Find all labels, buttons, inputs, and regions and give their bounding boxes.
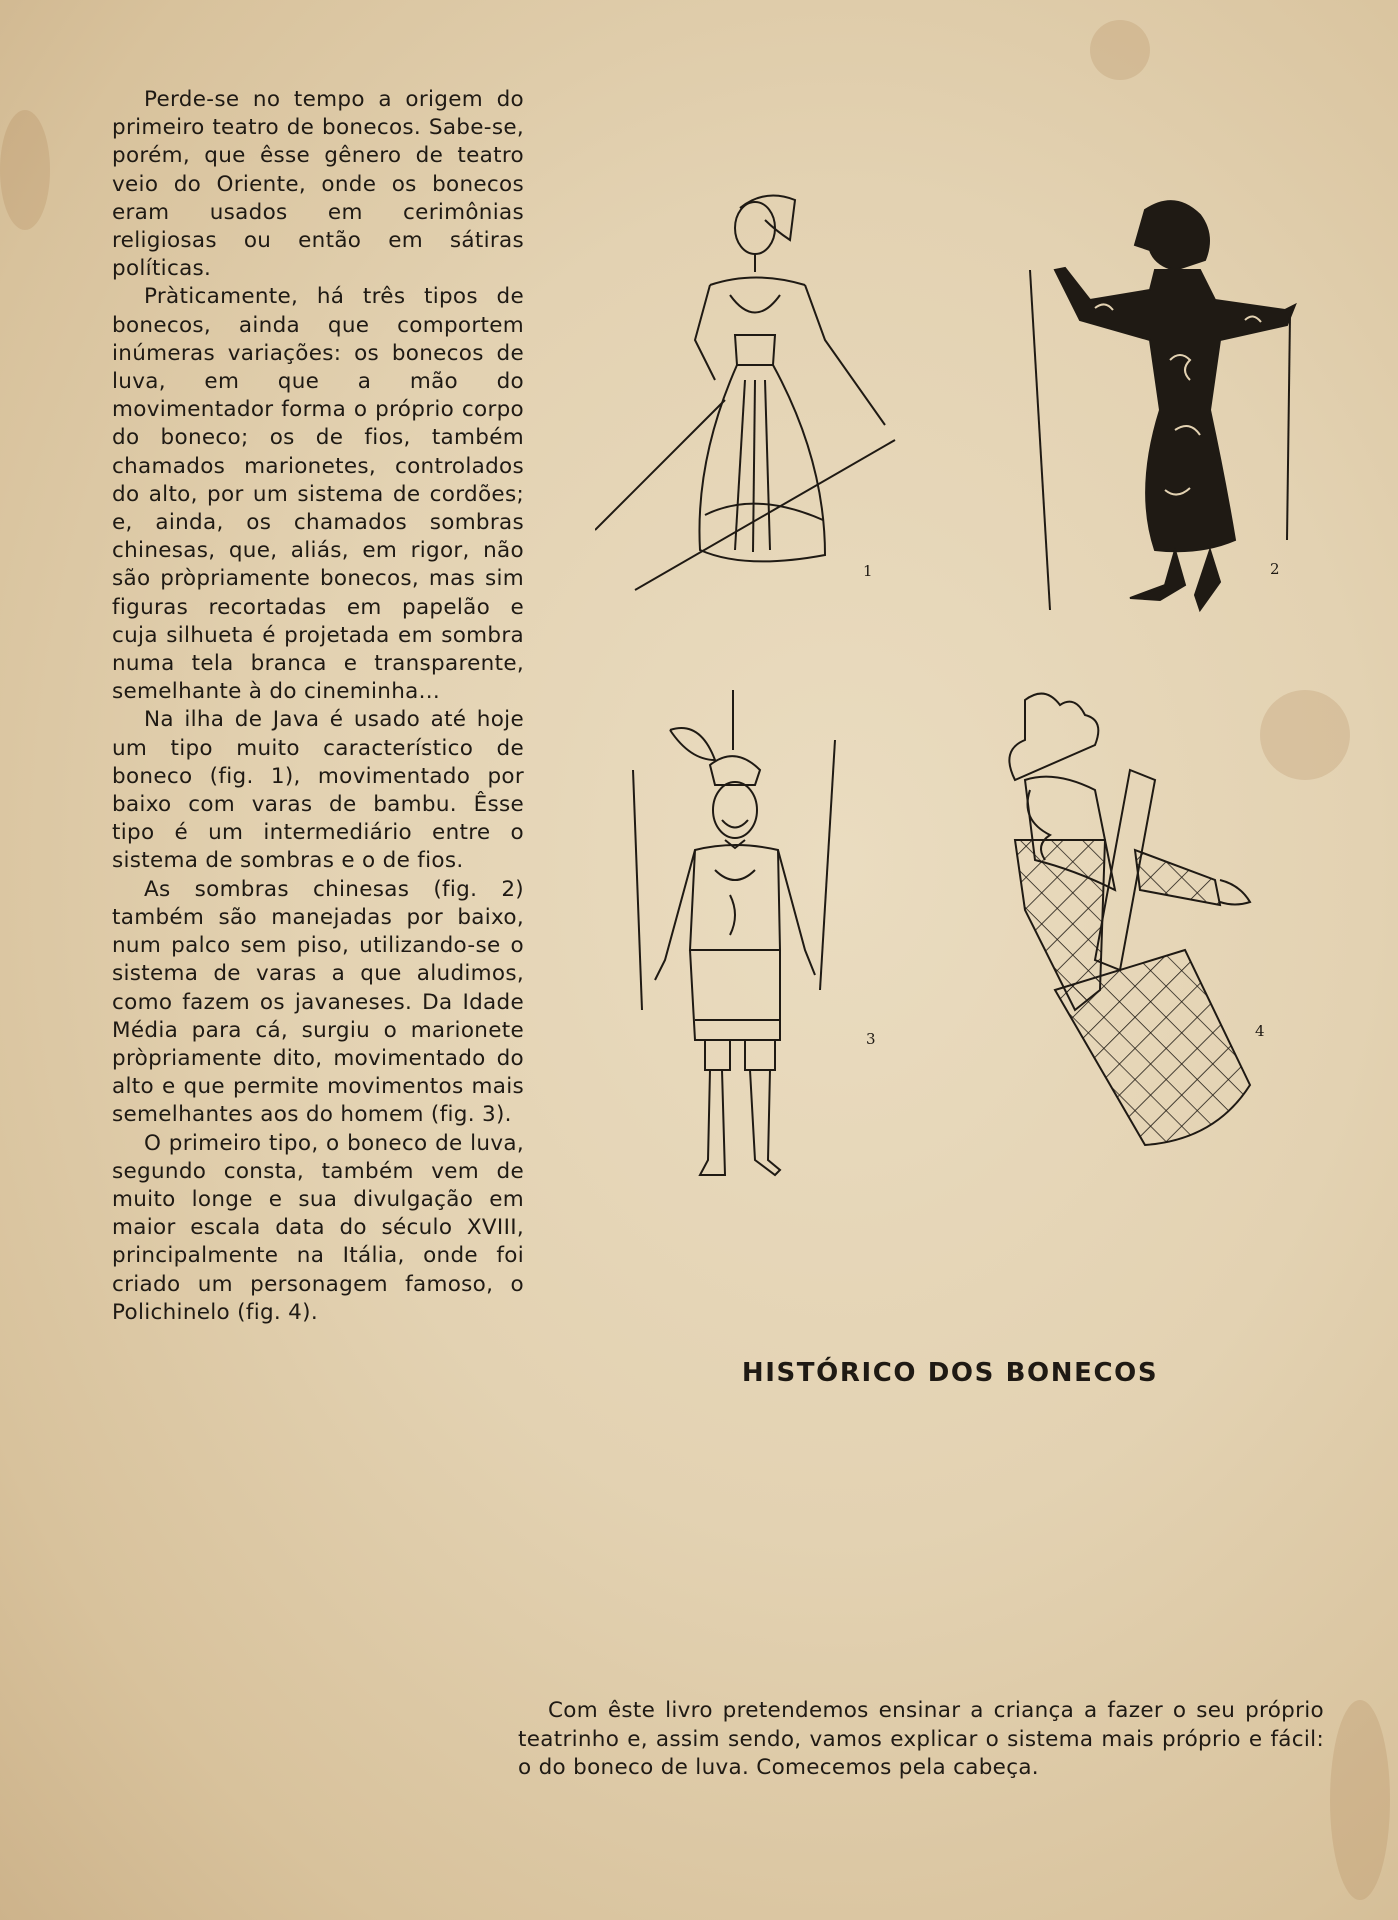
intro-note bbox=[518, 1697, 1324, 1783]
figure-2-shadow-puppet bbox=[1025, 190, 1315, 620]
paper-stain bbox=[1090, 20, 1150, 80]
figure-1-rod-puppet bbox=[595, 190, 915, 620]
paragraph: Com êste livro pretendemos ensinar a criança a fazer o seu próprio teatrinho e, assim sendo, vamos explicar o sistema mais próprio e fácil: o do boneco de luva. Comecemos pela cabeça. bbox=[518, 1698, 1324, 1780]
paragraph: Perde-se no tempo a origem do primeiro teatro de bonecos. Sabe-se, porém, que êsse gênero de teatro veio do Oriente, onde os bonecos eram usados em cerimônias religiosas ou então em sátiras políticas. bbox=[112, 87, 524, 282]
page-title: HISTÓRICO DOS BONECOS bbox=[741, 1358, 1159, 1388]
figure-number: 4 bbox=[1255, 1022, 1265, 1040]
figure-4-polichinelo bbox=[995, 690, 1275, 1150]
paper-stain bbox=[0, 110, 50, 230]
paragraph: O primeiro tipo, o boneco de luva, segundo consta, também vem de muito longe e sua divulgação em maior escala data do século XVIII, principalmente na Itália, onde foi criado um personagem famoso, o Polichinelo (fig. 4). bbox=[112, 1130, 524, 1325]
figure-number: 2 bbox=[1270, 560, 1280, 578]
paragraph: Pràticamente, há três tipos de bonecos, ainda que comportem inúmeras variações: os bonecos de luva, em que a mão do movimentador forma o próprio corpo do boneco; os de fios, também chamados marionetes, controlados do alto, por um sistema de cordões; e, ainda, os chamados sombras chinesas, que, aliás, em rigor, não são pròpriamente bonecos, mas sim figuras recortadas em papelão e cuja silhueta é projetada em sombra numa tela branca e transparente, semelhante à do cineminha... bbox=[112, 284, 524, 705]
paragraph: Na ilha de Java é usado até hoje um tipo muito característico de boneco (fig. 1), movimentado por baixo com varas de bambu. Êsse tipo é um intermediário entre o sistema de sombras e o de fios. bbox=[112, 707, 524, 874]
figure-3-marionette bbox=[630, 690, 840, 1190]
figure-number: 1 bbox=[863, 562, 873, 580]
figure-number: 3 bbox=[866, 1030, 876, 1048]
paragraph: As sombras chinesas (fig. 2) também são manejadas por baixo, num palco sem piso, utilizando-se o sistema de varas a que aludimos, como fazem os javaneses. Da Idade Média para cá, surgiu o marionete pròpriamente dito, movimentado do alto e que permite movimentos mais semelhantes aos do homem (fig. 3). bbox=[112, 876, 524, 1128]
history-text bbox=[112, 86, 524, 1327]
paper-stain bbox=[1330, 1700, 1390, 1900]
